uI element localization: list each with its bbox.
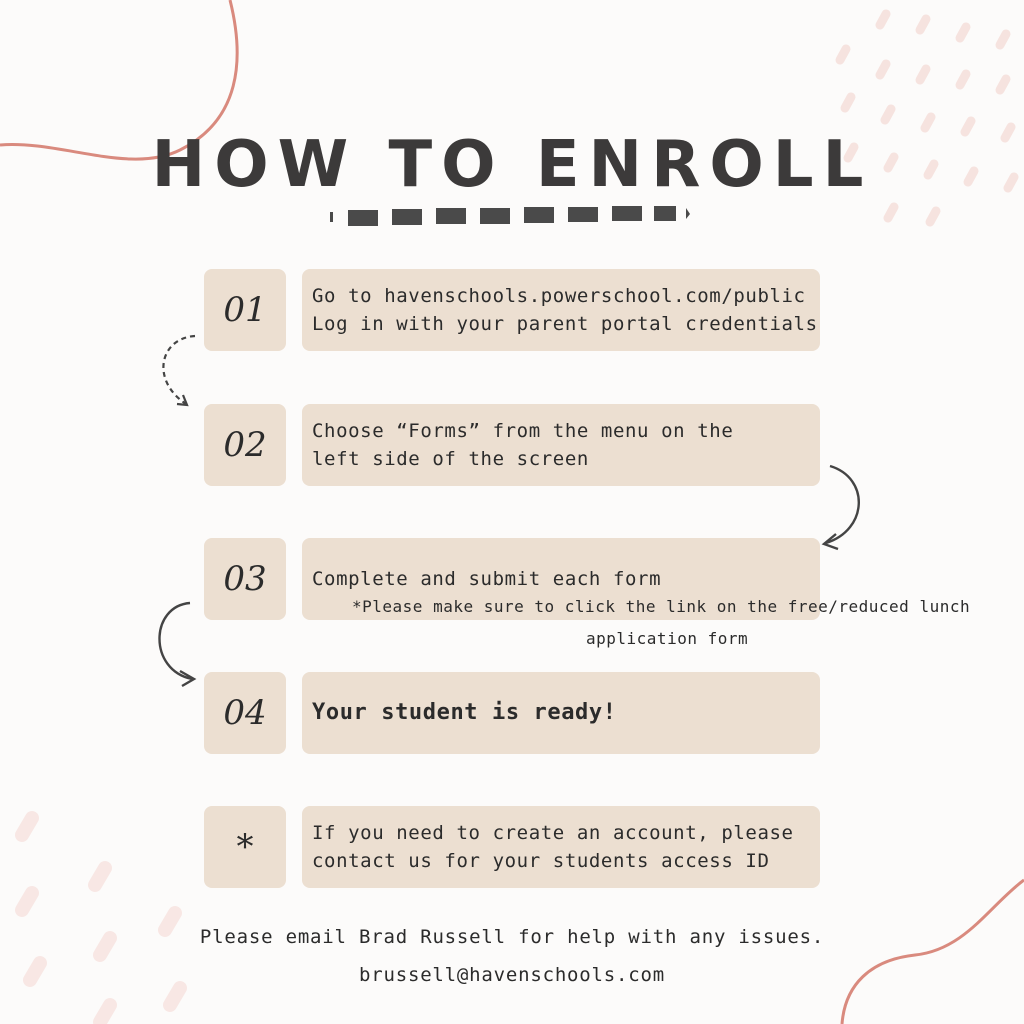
step-01-line-1: Go to havenschools.powerschool.com/public [312,285,806,307]
step-number-04: 04 [204,672,286,754]
step-box-04 [302,672,820,754]
accent-curve-bottom-right [842,880,1024,1024]
step-box-02 [302,404,820,486]
step-03-line-1: Complete and submit each form [312,568,662,590]
account-note-line-2: contact us for your students access ID [312,850,770,872]
step-number-02: 02 [204,404,286,486]
dashed-arrow-icon [163,336,195,404]
asterisk-marker: * [204,806,286,888]
step-03-note-line-2: application form [586,629,749,648]
step-03-note-line-1: *Please make sure to click the link on the free/reduced lunch [352,597,971,616]
account-note-line-1: If you need to create an account, please [312,822,794,844]
step-02-line-2: left side of the screen [312,448,589,470]
curved-arrow-icon-left [160,603,193,679]
contact-email[interactable]: brussell@havenschools.com [359,964,665,986]
curved-arrow-icon-right [826,466,859,543]
step-number-01: 01 [204,269,286,351]
account-note-box [302,806,820,888]
step-number-03: 03 [204,538,286,620]
step-04-line-1: Your student is ready! [312,700,617,725]
step-02-line-1: Choose “Forms” from the menu on the [312,420,734,442]
page-title: HOW TO ENROLL [151,128,873,202]
step-box-01 [302,269,820,351]
title-dashed-underline [330,206,690,226]
help-text: Please email Brad Russell for help with any issues. [199,926,825,948]
step-01-line-2: Log in with your parent portal credentials [312,313,818,335]
dot-pattern-bottom-left [22,818,180,1022]
